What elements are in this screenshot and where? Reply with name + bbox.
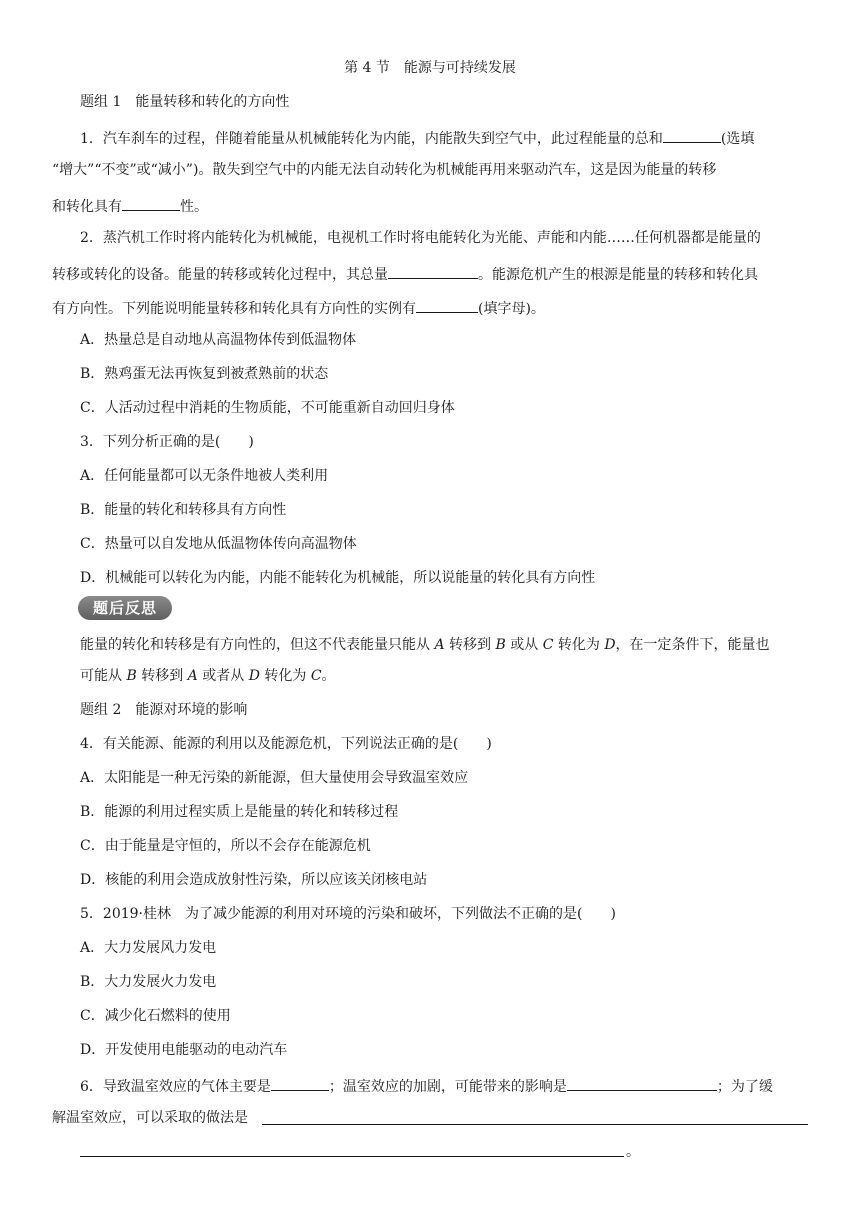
- q2-text: 。能源危机产生的根源是能量的转移和转化具: [478, 267, 758, 283]
- q1-text: 1．汽车刹车的过程，伴随着能量从机械能转化为内能，内能散失到空气中，此过程能量的总和: [80, 131, 663, 147]
- q2-text: 转移或转化的设备。能量的转移或转化过程中，其总量: [52, 267, 388, 283]
- q2-option-b: B．熟鸡蛋无法再恢复到被煮熟前的状态: [80, 366, 329, 382]
- q2-answer-blank-2[interactable]: [416, 296, 478, 313]
- q3-option-c: C．热量可以自发地从低温物体传向高温物体: [80, 536, 357, 552]
- reflection-var: A: [187, 668, 198, 684]
- reflection-text: 转移到: [444, 637, 496, 653]
- q4-option-b: B．能源的利用过程实质上是能量的转化和转移过程: [80, 804, 399, 820]
- group2-heading: 题组 2 能源对环境的影响: [80, 702, 248, 718]
- q2-text: 有方向性。下列能说明能量转移和转化具有方向性的实例有: [52, 301, 416, 317]
- q6-line3-end: 。: [626, 1144, 640, 1160]
- q2-line3: [52, 296, 545, 319]
- q1-line1: [80, 126, 754, 149]
- q3-stem: 3．下列分析正确的是( ): [80, 434, 254, 450]
- q2-option-a: A．热量总是自动地从高温物体传到低温物体: [80, 332, 357, 348]
- q1-answer-blank-1[interactable]: [663, 126, 721, 143]
- q4-stem: 4．有关能源、能源的利用以及能源危机，下列说法正确的是( ): [80, 736, 492, 752]
- q6-text: ；温室效应的加剧，可能带来的影响是: [328, 1079, 567, 1095]
- q3-option-b: B．能量的转化和转移具有方向性: [80, 502, 287, 518]
- q5-option-a: A．大力发展风力发电: [80, 940, 217, 956]
- q1-text: 性。: [180, 199, 208, 215]
- q2-option-c: C．人活动过程中消耗的生物质能，不可能重新自动回归身体: [80, 400, 455, 416]
- q6-answer-blank-2[interactable]: [567, 1074, 717, 1091]
- reflection-badge: 题后反思: [78, 596, 172, 620]
- q6-text: 6．导致温室效应的气体主要是: [80, 1079, 271, 1095]
- q5-option-d: D．开发使用电能驱动的电动汽车: [80, 1042, 288, 1058]
- q6-line2: 解温室效应，可以采取的做法是: [52, 1110, 248, 1126]
- q3-option-d: D．机械能可以转化为内能，内能不能转化为机械能，所以说能量的转化具有方向性: [80, 570, 596, 586]
- reflection-var: D: [248, 668, 260, 684]
- q5-option-b: B．大力发展火力发电: [80, 974, 217, 990]
- reflection-line2: [80, 666, 336, 686]
- reflection-text: 转化为: [553, 637, 605, 653]
- q3-option-a: A．任何能量都可以无条件地被人类利用: [80, 468, 329, 484]
- reflection-text: ，在一定条件下，能量也: [615, 637, 770, 653]
- q1-line2: “增大”“不变”或“减小”)。散失到空气中的内能无法自动转化为机械能再用来驱动汽车，这是因为能量的转移: [52, 162, 717, 178]
- reflection-text: 或者从: [197, 668, 249, 684]
- q6-text: ；为了缓: [716, 1079, 773, 1095]
- q2-line2: [52, 262, 758, 285]
- q2-text: (填字母)。: [478, 301, 545, 317]
- reflection-var: C: [542, 637, 554, 653]
- reflection-text: 能量的转化和转移是有方向性的，但这不代表能量只能从: [80, 637, 435, 653]
- q1-text: (选填: [720, 131, 755, 147]
- reflection-var: B: [126, 668, 137, 684]
- reflection-text: 可能从: [80, 668, 127, 684]
- q1-text: 和转化具有: [52, 199, 122, 215]
- q6-answer-blank-1[interactable]: [271, 1074, 329, 1091]
- reflection-var: B: [495, 637, 506, 653]
- reflection-var: D: [604, 637, 616, 653]
- q1-line3: [52, 194, 208, 217]
- reflection-line1: [80, 635, 770, 655]
- q4-option-a: A．太阳能是一种无污染的新能源，但大量使用会导致温室效应: [80, 770, 469, 786]
- q6-line1: [80, 1074, 773, 1097]
- reflection-var: A: [434, 637, 445, 653]
- q5-stem: 5．2019·桂林 为了减少能源的利用对环境的污染和破坏，下列做法不正确的是( ): [80, 906, 616, 922]
- reflection-text: 。: [321, 668, 336, 684]
- q2-line1: 2．蒸汽机工作时将内能转化为机械能，电视机工作时将电能转化为光能、声能和内能……任何机器都是能量的: [80, 230, 761, 246]
- reflection-var: C: [310, 668, 322, 684]
- q4-option-c: C．由于能量是守恒的，所以不会存在能源危机: [80, 838, 371, 854]
- q6-answer-blank-3[interactable]: [262, 1124, 808, 1125]
- q5-option-c: C．减少化石燃料的使用: [80, 1008, 231, 1024]
- group1-heading: 题组 1 能量转移和转化的方向性: [80, 94, 290, 110]
- reflection-text: 或从: [505, 637, 543, 653]
- reflection-text: 转移到: [136, 668, 188, 684]
- q4-option-d: D．核能的利用会造成放射性污染，所以应该关闭核电站: [80, 872, 428, 888]
- q6-answer-blank-3-continued[interactable]: [80, 1156, 624, 1157]
- q2-answer-blank-1[interactable]: [388, 262, 478, 279]
- q1-answer-blank-2[interactable]: [122, 194, 180, 211]
- reflection-text: 转化为: [259, 668, 311, 684]
- page-title: 第 4 节 能源与可持续发展: [344, 60, 516, 76]
